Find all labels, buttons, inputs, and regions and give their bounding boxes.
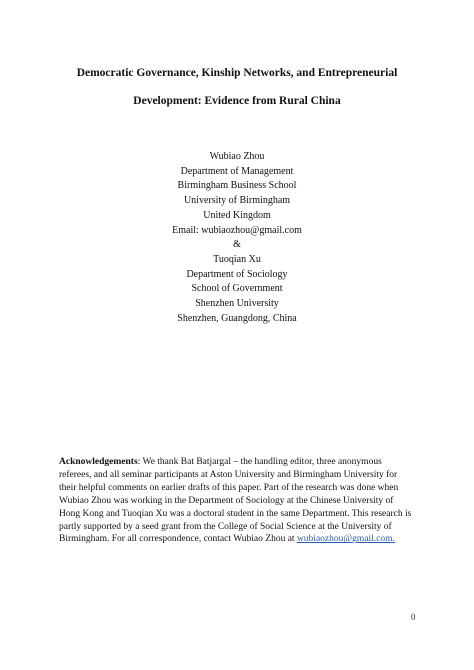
page-number: 0 — [411, 612, 416, 622]
university-1: University of Birmingham — [183, 195, 291, 207]
ack-heading: Acknowledgements — [59, 457, 138, 467]
location-2: Shenzhen, Guangdong, China — [177, 312, 297, 324]
ack-line-5: Hong Kong and Tuoqian Xu was a doctoral student in the same Department. This research is — [59, 508, 412, 519]
author-separator: & — [233, 239, 241, 251]
country-1: United Kingdom — [203, 209, 271, 221]
author-affiliations — [0, 150, 474, 326]
ack-line-1 — [59, 456, 421, 469]
department-2: Department of Sociology — [186, 268, 288, 280]
ack-line-3: their helpful comments on earlier drafts of this paper. Part of the research was done when — [59, 482, 399, 493]
ack-line-4: Wubiao Zhou was working in the Department of Sociology at the Chinese University of — [59, 495, 394, 506]
ack-line-6: partly supported by a seed grant from the College of Social Science at the University of — [59, 521, 392, 532]
ack-line-7 — [59, 533, 421, 546]
university-2: Shenzhen University — [195, 298, 279, 310]
school-2: School of Government — [191, 283, 283, 295]
department-1: Department of Management — [180, 165, 294, 177]
ack-line-7-text: Birmingham. For all correspondence, contact Wubiao Zhou at — [59, 534, 297, 545]
author-name-1: Wubiao Zhou — [209, 151, 265, 162]
email-1: Email: wubiaozhou@gmail.com — [172, 224, 302, 236]
paper-title-line-1: Democratic Governance, Kinship Networks, and Entrepreneurial — [76, 67, 398, 79]
ack-line-2: referees, and all seminar participants at Aston University and Birmingham University for — [59, 469, 398, 480]
correspondence-email-link[interactable]: wubiaozhou@gmail.com. — [296, 534, 395, 545]
ack-line-1-text: : We thank Bat Batjargal – the handling editor, three anonymous — [137, 457, 382, 467]
author-name-2: Tuoqian Xu — [213, 253, 261, 265]
school-1: Birmingham Business School — [177, 180, 297, 192]
acknowledgements-paragraph — [59, 456, 421, 546]
paper-title-line-2: Development: Evidence from Rural China — [133, 95, 341, 107]
